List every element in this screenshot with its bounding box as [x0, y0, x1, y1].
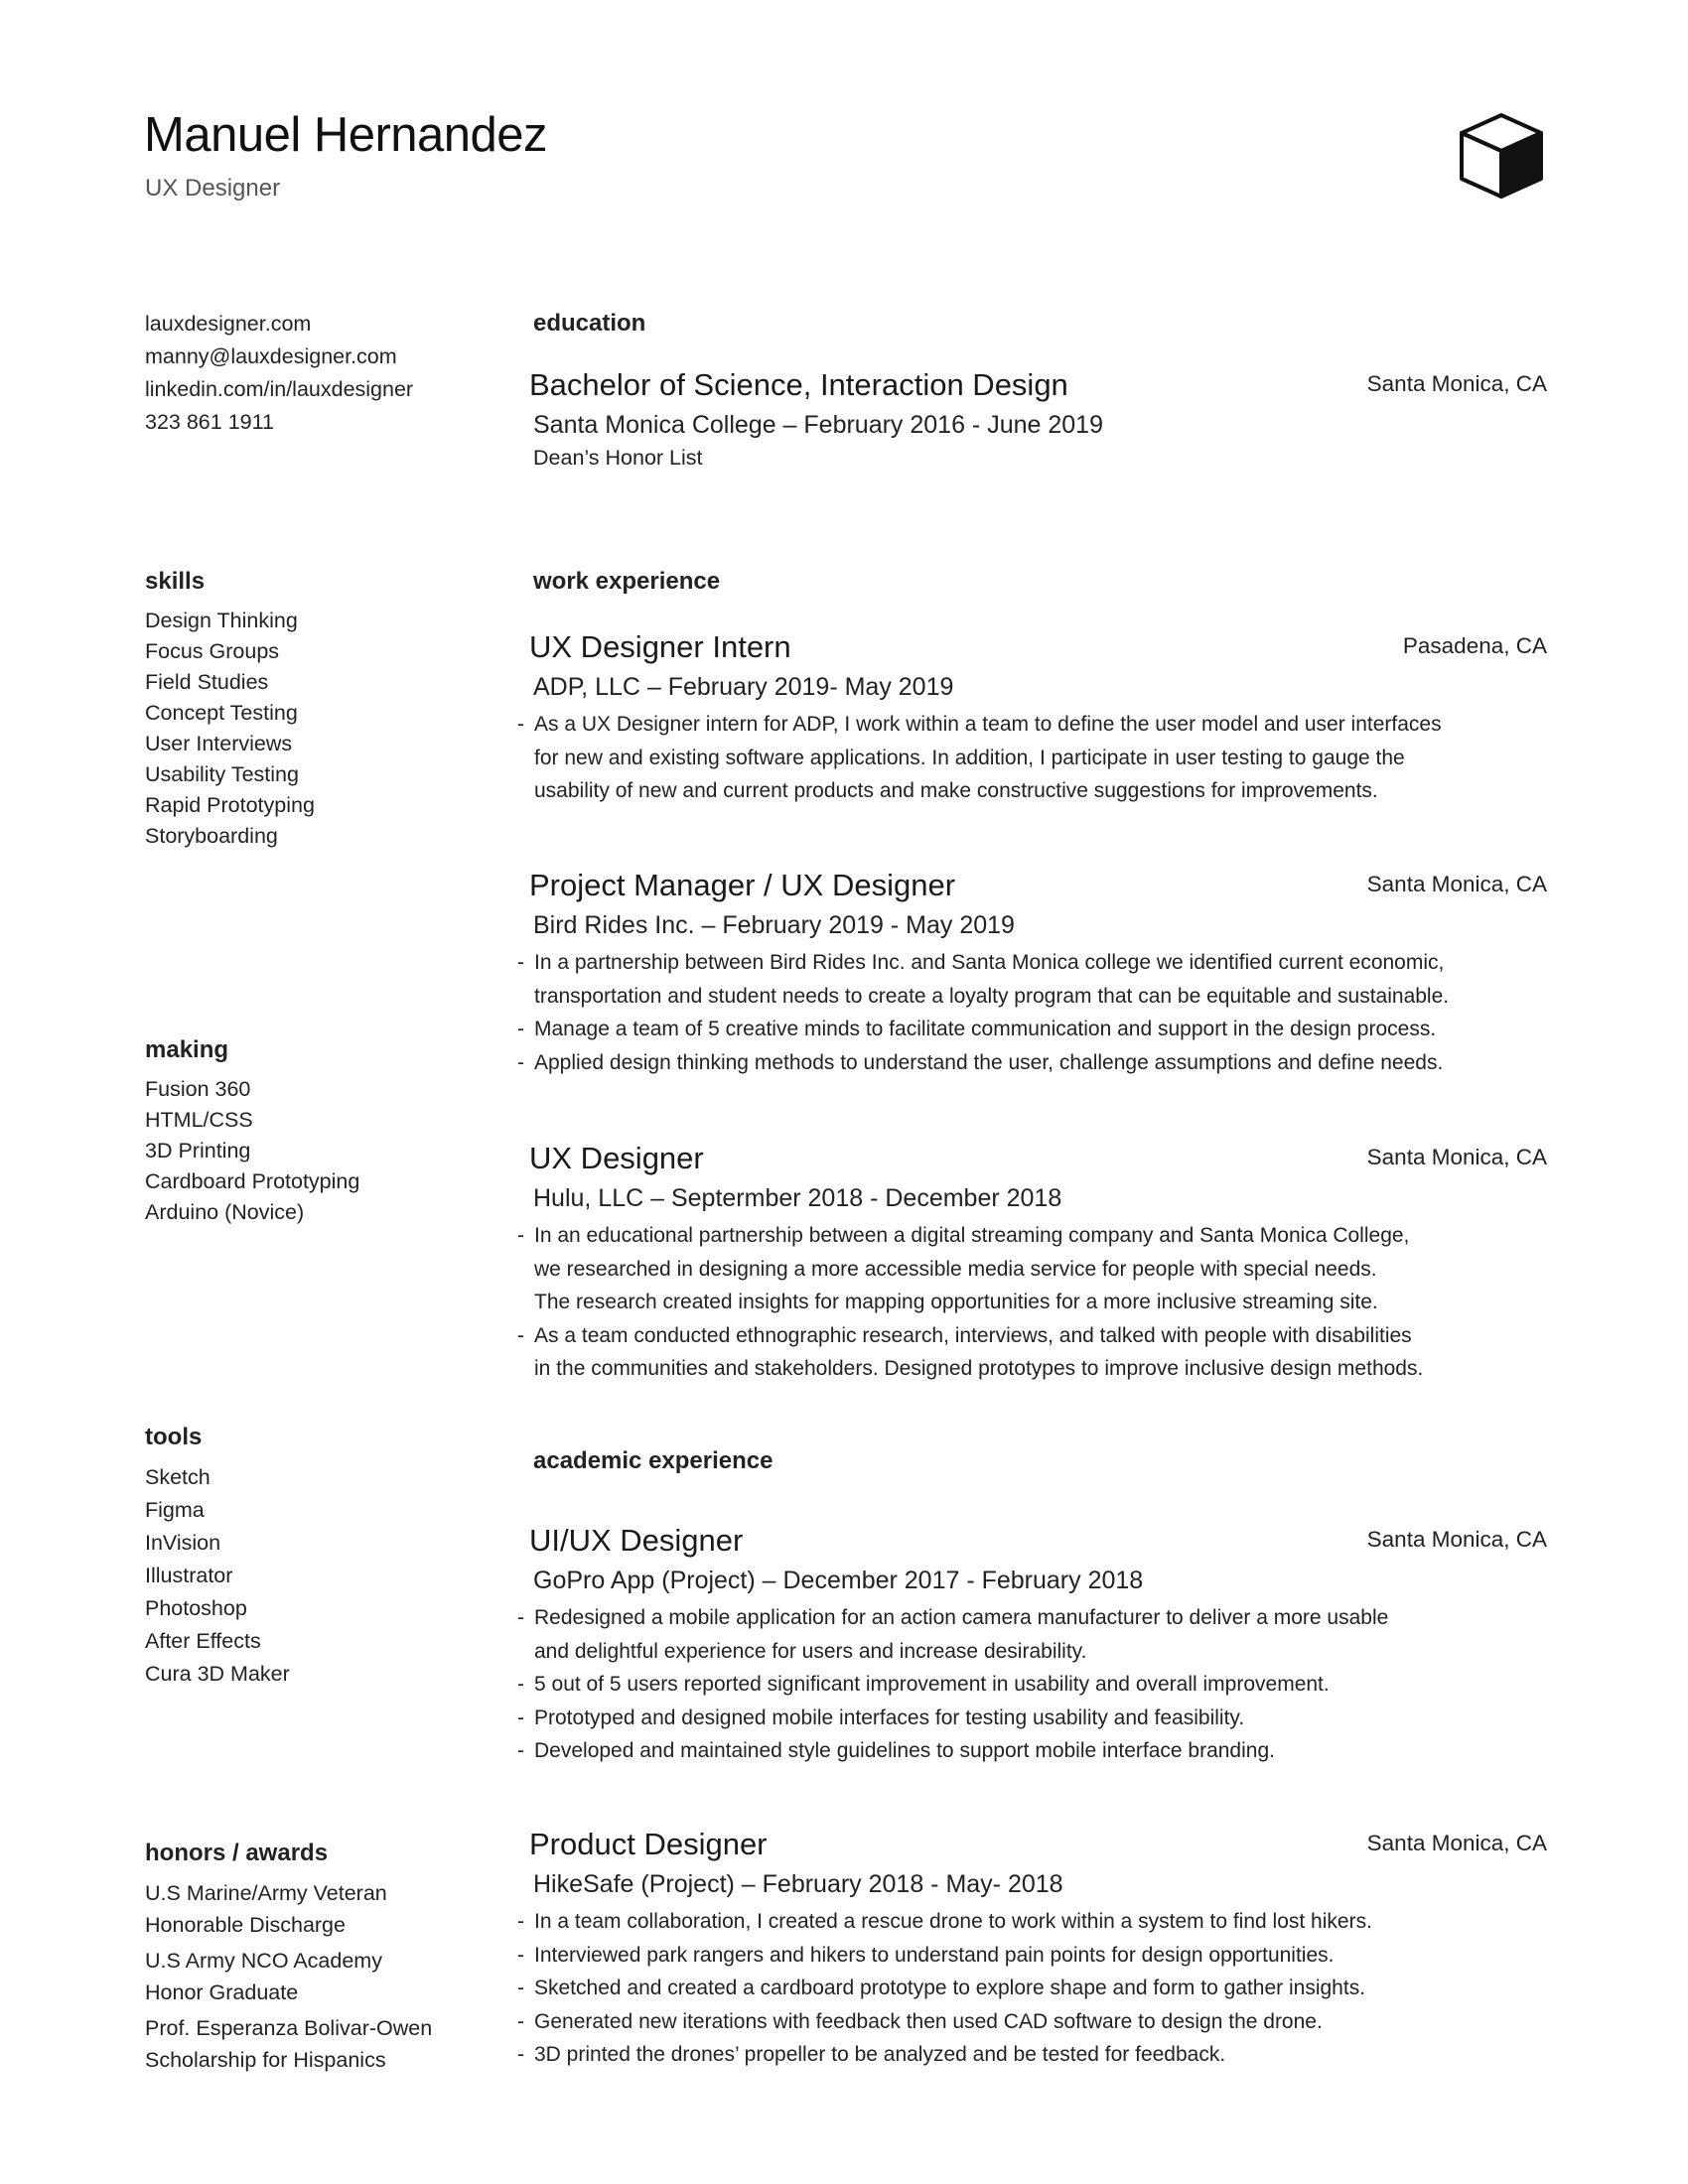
email-link[interactable]: manny@lauxdesigner.com — [145, 344, 397, 368]
resume-name: Manuel Hernandez — [144, 108, 548, 162]
skill-item: Usability Testing — [145, 762, 299, 786]
job-location: Pasadena, CA — [1402, 633, 1547, 658]
tool-item: Photoshop — [145, 1596, 247, 1620]
list-item: - Applied design thinking methods to understand the user, challenge assumptions and define needs. — [517, 1050, 1444, 1074]
list-item: - Developed and maintained style guidelines to support mobile interface branding. — [517, 1739, 1275, 1762]
academic-entry — [517, 1523, 1547, 1768]
project-title: UI/UX Designer — [529, 1523, 744, 1558]
tool-item: Sketch — [145, 1465, 211, 1489]
project-subtitle: GoPro App (Project) – December 2017 - February 2018 — [533, 1567, 1144, 1594]
resume-role: UX Designer — [145, 175, 281, 202]
list-item: - Interviewed park rangers and hikers to understand pain points for design opportunities. — [517, 1943, 1335, 1967]
honor-item: U.S Army NCO Academy — [145, 1949, 382, 1973]
skill-item: Focus Groups — [145, 639, 280, 663]
job-bullets — [517, 1219, 1547, 1386]
list-item: - Redesigned a mobile application for an action camera manufacturer to deliver a more usable and delightful experience for users and increase desirability. — [517, 1606, 1389, 1663]
website-link[interactable]: lauxdesigner.com — [145, 312, 312, 336]
job-title: UX Designer Intern — [529, 629, 791, 664]
project-title: Product Designer — [529, 1827, 768, 1861]
project-subtitle: HikeSafe (Project) – February 2018 - May- 2018 — [533, 1870, 1063, 1898]
education-location: Santa Monica, CA — [1366, 371, 1547, 396]
honor-item: Honor Graduate — [145, 1980, 299, 2004]
tool-item: Cura 3D Maker — [145, 1662, 290, 1686]
project-location: Santa Monica, CA — [1366, 1527, 1547, 1552]
honor-item: Honorable Discharge — [145, 1913, 346, 1937]
tools-label: tools — [145, 1424, 203, 1450]
phone-number: 323 861 1911 — [145, 410, 274, 434]
list-item: - Generated new iterations with feedback then used CAD software to design the drone. — [517, 2009, 1323, 2033]
making-section — [145, 1036, 502, 1228]
list-item: - 3D printed the drones’ propeller to be analyzed and be tested for feedback. — [517, 2043, 1226, 2066]
list-item: - As a team conducted ethnographic research, interviews, and talked with people with disabilities in the communities and stakeholders. Designed prototypes to improve inclusive design methods. — [517, 1323, 1424, 1380]
job-title: Project Manager / UX Designer — [529, 868, 956, 902]
job-bullets — [517, 708, 1547, 808]
job-location: Santa Monica, CA — [1366, 1145, 1547, 1169]
job-bullets — [517, 946, 1547, 1079]
job-subtitle: Bird Rides Inc. – February 2019 - May 2019 — [533, 911, 1015, 939]
work-entry — [517, 1141, 1547, 1386]
job-subtitle: ADP, LLC – February 2019- May 2019 — [533, 673, 954, 701]
education-heading: education — [533, 310, 646, 337]
honor-item: Prof. Esperanza Bolivar-Owen — [145, 2016, 433, 2040]
academic-entry — [517, 1827, 1547, 2072]
honor-item: Scholarship for Hispanics — [145, 2048, 386, 2072]
skills-label: skills — [145, 568, 206, 595]
tools-section — [145, 1424, 502, 1691]
work-entry — [517, 868, 1547, 1079]
tool-item: Illustrator — [145, 1564, 233, 1587]
education-title: Bachelor of Science, Interaction Design — [529, 367, 1068, 402]
education-subtitle: Santa Monica College – February 2016 - June 2019 — [533, 411, 1103, 439]
list-item: - 5 out of 5 users reported significant improvement in usability and overall improvement. — [517, 1673, 1330, 1696]
honor-item: U.S Marine/Army Veteran — [145, 1881, 387, 1905]
list-item: - Sketched and created a cardboard prototype to explore shape and form to gather insights. — [517, 1977, 1366, 1999]
education-entry — [529, 367, 1547, 471]
cube-icon — [1458, 111, 1545, 201]
job-location: Santa Monica, CA — [1366, 872, 1547, 896]
honors-label: honors / awards — [145, 1840, 329, 1866]
tool-item: Figma — [145, 1498, 205, 1522]
academic-heading: academic experience — [533, 1447, 774, 1474]
contact-info — [145, 308, 502, 439]
project-bullets — [517, 1905, 1547, 2072]
list-item: - As a UX Designer intern for ADP, I work within a team to define the user model and user interfaces for new and existing software applications. In addition, I participate in user testing to gauge the usability of new and current products and make constructive suggestions for improvements. — [517, 713, 1442, 802]
making-item: Arduino (Novice) — [145, 1200, 305, 1224]
skill-item: Field Studies — [145, 670, 269, 694]
making-item: Fusion 360 — [145, 1077, 251, 1101]
education-note: Dean’s Honor List — [533, 446, 703, 470]
job-title: UX Designer — [529, 1141, 704, 1175]
skill-item: User Interviews — [145, 732, 293, 755]
tool-item: InVision — [145, 1531, 221, 1555]
skill-item: Design Thinking — [145, 609, 298, 632]
job-subtitle: Hulu, LLC – Septermber 2018 - December 2018 — [533, 1184, 1062, 1212]
skill-item: Storyboarding — [145, 824, 278, 848]
project-location: Santa Monica, CA — [1366, 1831, 1547, 1855]
skill-item: Rapid Prototyping — [145, 793, 315, 817]
honors-section — [145, 1840, 502, 2076]
making-item: Cardboard Prototyping — [145, 1169, 360, 1193]
project-bullets — [517, 1601, 1547, 1768]
tool-item: After Effects — [145, 1629, 261, 1653]
work-heading: work experience — [533, 568, 721, 595]
making-item: 3D Printing — [145, 1139, 251, 1162]
making-label: making — [145, 1036, 229, 1063]
list-item: - In an educational partnership between a digital streaming company and Santa Monica College, we researched in designing a more accessible media service for people with special needs. The research created insights for mapping opportunities for a more inclusive streaming site. — [517, 1224, 1410, 1313]
making-item: HTML/CSS — [145, 1108, 253, 1132]
list-item: - In a partnership between Bird Rides Inc. and Santa Monica college we identified current economic, transportation and student needs to create a loyalty program that can be equitable and sustainable. — [517, 951, 1450, 1008]
list-item: - In a team collaboration, I created a rescue drone to work within a system to find lost hikers. — [517, 1910, 1372, 1933]
skill-item: Concept Testing — [145, 701, 298, 725]
skills-section — [145, 568, 502, 852]
work-entry — [517, 629, 1547, 808]
linkedin-link[interactable]: linkedin.com/in/lauxdesigner — [145, 377, 414, 401]
list-item: - Prototyped and designed mobile interfaces for testing usability and feasibility. — [517, 1706, 1245, 1729]
list-item: - Manage a team of 5 creative minds to facilitate communication and support in the design process. — [517, 1018, 1437, 1040]
